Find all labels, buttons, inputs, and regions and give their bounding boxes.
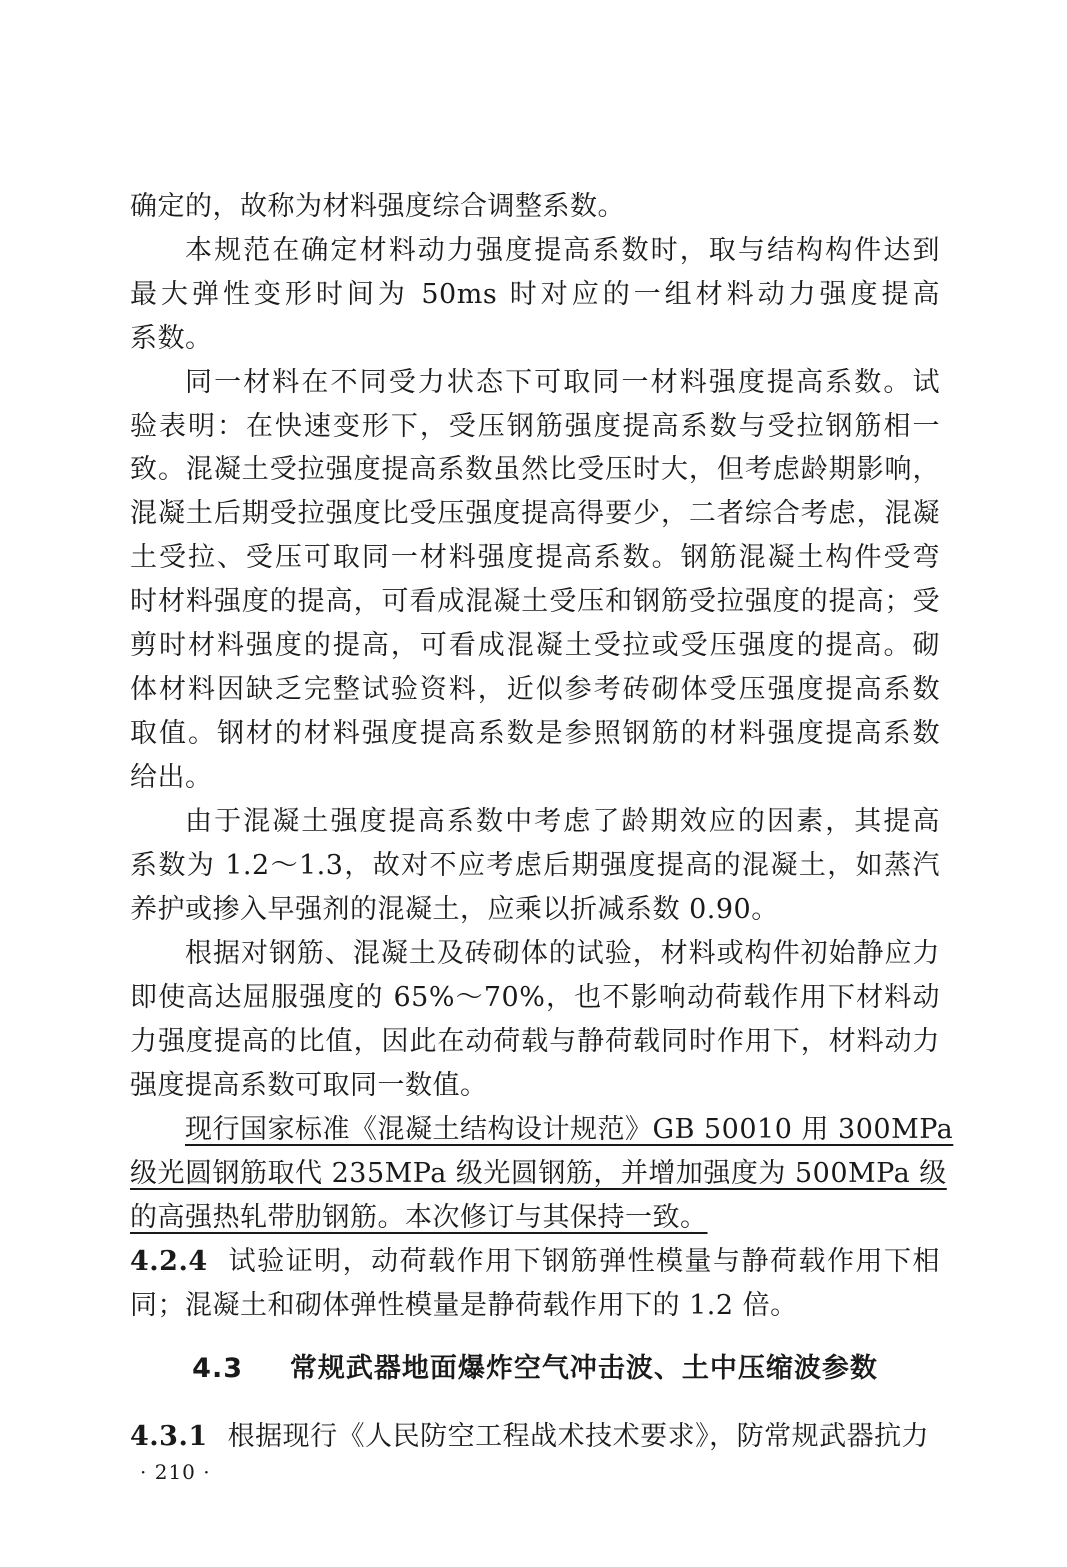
paragraph-line: 混凝土后期受拉强度比受压强度提高得要少，二者综合考虑，混凝	[130, 498, 940, 529]
clause-number: 4.3.1	[130, 1421, 208, 1452]
revision-line	[130, 1157, 947, 1191]
section-heading	[130, 1352, 940, 1386]
page-number: · 210 ·	[140, 1460, 211, 1484]
clause-line	[130, 1420, 940, 1454]
paragraph-line: 系数。	[130, 323, 213, 354]
clause-text: 根据现行《人民防空工程战术技术要求》，防常规武器抗力	[227, 1421, 930, 1452]
paragraph-line: 力强度提高的比值，因此在动荷载与静荷载同时作用下，材料动力	[130, 1026, 940, 1057]
paragraph-line: 验表明：在快速变形下，受压钢筋强度提高系数与受拉钢筋相一	[130, 411, 940, 442]
paragraph-line: 取值。钢材的材料强度提高系数是参照钢筋的材料强度提高系数	[130, 718, 940, 749]
paragraph-line: 最大弹性变形时间为 50ms 时对应的一组材料动力强度提高	[130, 279, 940, 310]
section-number: 4.3	[192, 1353, 244, 1384]
paragraph-line: 系数为 1.2～1.3，故对不应考虑后期强度提高的混凝土，如蒸汽	[130, 850, 940, 881]
revision-text: 级光圆钢筋取代 235MPa 级光圆钢筋，并增加强度为 500MPa 级	[130, 1158, 947, 1189]
paragraph-line: 由于混凝土强度提高系数中考虑了龄期效应的因素，其提高	[185, 806, 940, 837]
paragraph-line: 剪时材料强度的提高，可看成混凝土受拉或受压强度的提高。砌	[130, 630, 940, 661]
revision-text: 的高强热轧带肋钢筋。本次修订与其保持一致。	[130, 1202, 708, 1233]
paragraph-line: 致。混凝土受拉强度提高系数虽然比受压时大，但考虑龄期影响，	[130, 454, 940, 485]
clause-text: 试验证明，动荷载作用下钢筋弹性模量与静荷载作用下相	[227, 1246, 940, 1277]
paragraph-line: 养护或掺入早强剂的混凝土，应乘以折减系数 0.90。	[130, 894, 779, 925]
revision-line	[130, 1201, 940, 1235]
paragraph-line: 根据对钢筋、混凝土及砖砌体的试验，材料或构件初始静应力	[185, 938, 940, 969]
paragraph-line: 即使高达屈服强度的 65%～70%，也不影响动荷载作用下材料动	[130, 982, 940, 1013]
paragraph-line: 同一材料在不同受力状态下可取同一材料强度提高系数。试	[185, 367, 940, 398]
paragraph-line: 确定的，故称为材料强度综合调整系数。	[130, 191, 625, 222]
paragraph-line: 强度提高系数可取同一数值。	[130, 1070, 488, 1101]
paragraph-line: 土受拉、受压可取同一材料强度提高系数。钢筋混凝土构件受弯	[130, 542, 940, 573]
clause-line	[130, 1245, 940, 1279]
clause-line: 同；混凝土和砌体弹性模量是静荷载作用下的 1.2 倍。	[130, 1290, 798, 1321]
paragraph-line: 体材料因缺乏完整试验资料，近似参考砖砌体受压强度提高系数	[130, 674, 940, 705]
paragraph-line: 本规范在确定材料动力强度提高系数时，取与结构构件达到	[185, 235, 940, 266]
revision-line	[185, 1113, 954, 1147]
paragraph-line: 时材料强度的提高，可看成混凝土受压和钢筋受拉强度的提高；受	[130, 586, 940, 617]
clause-number: 4.2.4	[130, 1246, 208, 1277]
section-title: 常规武器地面爆炸空气冲击波、土中压缩波参数	[289, 1353, 878, 1384]
paragraph-line: 给出。	[130, 762, 213, 793]
revision-text: 现行国家标准《混凝土结构设计规范》GB 50010 用 300MPa	[185, 1114, 954, 1145]
